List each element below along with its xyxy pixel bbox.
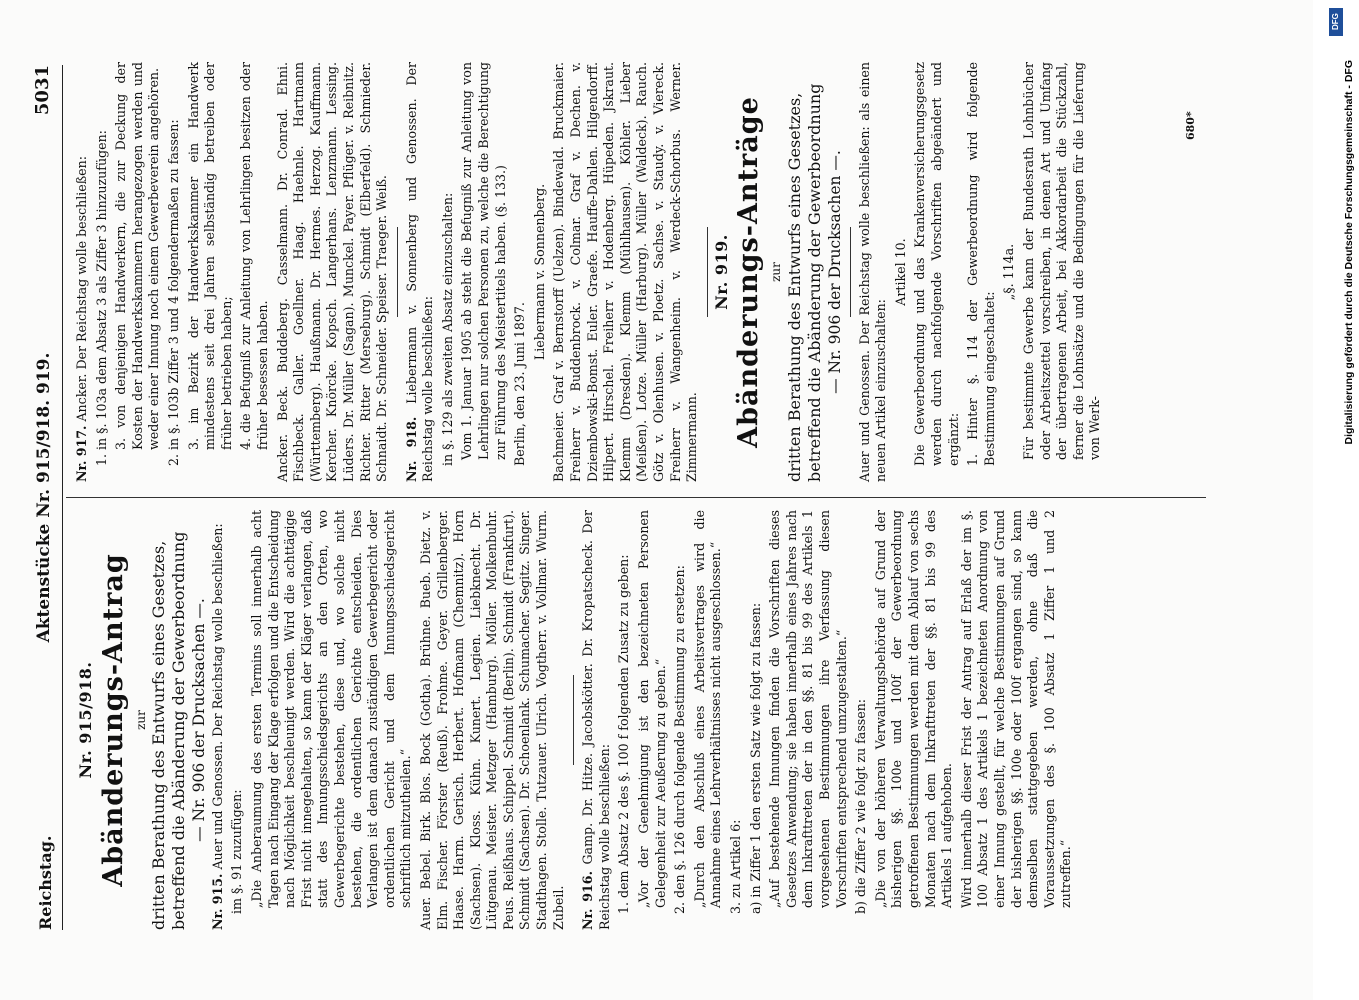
- motion-919-paragraph: „§. 114a.: [1001, 243, 1017, 301]
- motion-915: [210, 510, 227, 930]
- motion-917-intro: Ancker. Der Reichstag wolle beschließen:: [74, 156, 89, 422]
- motion-917-item2-sub4: 4. die Befugniß zur Anleitung von Lehrlingen besitzen oder früher besessen haben.: [238, 62, 270, 450]
- digitization-credit: Digitalisierung gefördert durch die Deutsche Forschungsgemeinschaft - DFG: [1343, 60, 1355, 445]
- left-column: [74, 510, 1078, 930]
- motion-916-item3a: a) in Ziffer 1 den ersten Satz wie folgt zu fassen:: [747, 602, 763, 914]
- motion-916-item3b-quote: „Die von der höheren Verwaltungsbehörde auf Grund der bisherigen §§. 100e und 100f der Gewerbeordnung getroffenen Bestimmungen werden mit dem Ablauf von sechs Monaten nach dem Inkrafttreten der §§. 81 bis 99 des Artikels 1 aufgehoben.: [872, 510, 955, 908]
- motion-916-item2-quote: „Durch den Abschluß eines Arbeitsvertrages wird die Annahme eines Lehrverhältnisses nicht ausgeschlossen.“: [691, 510, 724, 908]
- digitization-credit-strip: [1313, 0, 1353, 1000]
- motion-919-artikel: Artikel 10.: [892, 238, 908, 306]
- motion-916-item1-quote: „Vor der Genehmigung ist den bezeichneten Personen Gelegenheit zur Aeußerung zu geben.“: [636, 510, 668, 908]
- heading-subtitle: dritten Berathung des Entwurfs eines Gesetzes, betreffend die Abänderung der Gewerbeordnung: [149, 531, 189, 930]
- motion-916-item3: 3. zu Artikel 6:: [728, 819, 743, 914]
- motion-916-item2: 2. den §. 126 durch folgende Bestimmung zu ersetzen:: [672, 565, 688, 914]
- motion-918-signature: Liebermann v. Sonnenberg.: [531, 183, 547, 361]
- header-rule: [62, 65, 63, 930]
- motion-918: [404, 62, 437, 482]
- heading-zur: zur: [133, 710, 148, 730]
- motion-915-intro: Auer und Genossen. Der Reichstag wolle beschließen:: [209, 523, 225, 870]
- page-header: [28, 65, 60, 930]
- motion-916-item3a-quote: „Auf bestehende Innungen finden die Vorschriften dieses Gesetzes Anwendung; sie haben innerhalb eines Jahres nach dem Inkrafttreten der in den §§. 81 bis 99 des Artikels 1 vorgesehenen Bestimmungen ihre Verfassung diesen Vorschriften entsprechend umzugestalten.“: [767, 510, 849, 908]
- motion-917: [74, 62, 91, 482]
- motion-916-item1: 1. dem Absatz 2 des §. 100 f folgenden Zusatz zu geben:: [616, 554, 632, 914]
- heading-drucksachen: — Nr. 906 der Drucksachen —.: [190, 598, 209, 842]
- column-divider: [66, 497, 1206, 498]
- motion-918-intro: Liebermann v. Sonnenberg und Genossen. Der Reichstag wolle beschließen:: [403, 62, 436, 482]
- right-column: [74, 62, 1107, 482]
- motion-919-artikel-text: Die Gewerbeordnung und das Krankenversicherungsgesetz werden durch nachfolgende Vorschriften abgeändert und ergänzt:: [912, 62, 961, 466]
- motion-919-number: Nr. 919.: [711, 234, 731, 310]
- motion-919-heading: [711, 62, 844, 482]
- page-number: 5031: [32, 65, 53, 116]
- header-left: Reichstag.: [36, 835, 55, 930]
- motion-918-number: Nr. 918.: [403, 416, 419, 482]
- motion-917-number: Nr. 917.: [74, 425, 89, 482]
- motion-917-item2-sub3: 3. im Bezirk der Handwerkskammer ein Handwerk mindestens seit drei Jahren selbständig betreiben oder früher betrieben haben;: [185, 62, 234, 450]
- sheet-signature: 680*: [1184, 111, 1197, 140]
- motion-918-signers: Bachmeier. Graf v. Bernstorff (Uelzen). Bindewald. Bruckmaier. Freiherr v. Buddenbrock. v. Colmar. Graf v. Dechen. v. Dziembowski-Bomst. Euler. Graefe. Hauffe-Dahlen. Hilgendorff. Hilpert. Hirschel. Freiherr v. Hodenberg. Hüpeden. Jskraut. Klemm (Dresden). Klemm (Mühlhausen). Köhler. Lieber (Meißen). Lotze. Müller (Harburg). Müller (Waldeck). Rauch. Götz v. Olenhusen. v. Ploetz. Sachse. v. Staudy. v. Viereck. Freiherr v. Wangenheim. v. Werdeck-Schorbus. Werner. Zimmermann.: [551, 62, 700, 482]
- motion-915-number: Nr. 915.: [209, 873, 225, 930]
- separator-rule: [850, 227, 851, 317]
- motion-916: [580, 510, 613, 930]
- heading-title: Abänderungs-Antrag: [97, 553, 129, 887]
- motion-916-item3b-quote2: Wird innerhalb dieser Frist der Antrag auf Erlaß der im §. 100 Absatz 1 des Artikels 1 bezeichneten Anordnung von einer Innung gestellt, für welche Bestimmungen auf Grund der bisherigen §§. 100e oder 100f ergangen sind, so kann demselben stattgegeben werden, ohne daß die Voraussetzungen des §. 100 Absatz 1 Ziffer 1 und 2 zutreffen.“: [958, 510, 1074, 908]
- motion-919-zur: zur: [769, 262, 784, 282]
- separator-rule: [707, 227, 708, 317]
- heading-block: [78, 510, 208, 930]
- motion-919-drucksachen: — Nr. 906 der Drucksachen —.: [825, 150, 844, 394]
- motion-917-item1: 1. in §. 103a dem Absatz 3 als Ziffer 3 hinzuzufügen:: [93, 130, 109, 466]
- motion-919-item1: 1. Hinter §. 114 der Gewerbeordnung wird folgende Bestimmung eingeschaltet:: [965, 62, 997, 466]
- motion-918-date: Berlin, den 23. Juni 1897.: [512, 302, 528, 466]
- header-center: Aktenstücke Nr. 915/918. 919.: [34, 352, 54, 643]
- motion-919-intro: Auer und Genossen. Der Reichstag wolle beschließen: als einen neuen Artikel einzuschalten:: [856, 62, 889, 482]
- heading-number: Nr. 915/918.: [76, 661, 95, 779]
- motion-915-item: im §. 91 zuzufügen:: [229, 789, 245, 914]
- motion-919-title: Abänderungs-Anträge: [733, 96, 765, 448]
- motion-916-number: Nr. 916.: [580, 871, 596, 930]
- motion-918-item: in §. 129 als zweiten Absatz einzuschalten:: [439, 192, 455, 466]
- motion-916-intro: Gamp. Dr. Hitze. Jacobskötter. Dr. Kropatscheck. Der Reichstag wolle beschließen:: [580, 510, 612, 930]
- motion-915-signers: Auer. Bebel. Birk. Blos. Bock (Gotha). Brühne. Bueb. Dietz. v. Elm. Fischer. Förster (Reuß). Frohme. Geyer. Grillenberger. Haase. Harm. Gerisch. Herbert. Hofmann (Chemnitz). Horn (Sachsen). Kloss. Kühn. Kunert. Legien. Liebknecht. Dr. Lütgenau. Meister. Metzger (Hamburg). Möller. Molkenbuhr. Peus. Reißhaus. Schippel. Schmidt (Berlin). Schmidt (Frankfurt). Schmidt (Sachsen). Dr. Schoenlank. Schumacher. Segitz. Singer. Stadthagen. Stolle. Tutzauer. Ulrich. Vogtherr. v. Vollmar. Wurm. Zubeil.: [417, 510, 566, 930]
- motion-919-paragraph-text: Für bestimmte Gewerbe kann der Bundesrath Lohnbücher oder Arbeitszettel vorschreiben, in denen Art und Umfang der übertragenen Arbeit, bei Akkordarbeit die Stückzahl, ferner die Lohnsätze und die Bedingungen für die Lieferung von Werk-: [1020, 62, 1103, 460]
- dfg-logo: DFG: [1329, 8, 1343, 36]
- separator-rule: [573, 675, 574, 765]
- motion-917-item1-sub: 3. von denjenigen Handwerkern, die zur Deckung der Kosten der Handwerkskammern herangezogen werden und weder einer Innung noch einem Gewerbeverein angehören.: [113, 62, 162, 450]
- motion-917-item2: 2. in §. 103b Ziffer 3 und 4 folgendermaßen zu fassen:: [165, 119, 181, 466]
- motion-916-item3b: b) die Ziffer 2 wie folgt zu fassen:: [853, 698, 869, 914]
- motion-917-signers: Ancker. Beck. Buddeberg. Casselmann. Dr. Conrad. Ehni. Fischbeck. Galler. Goellner. Haag. Haehnle. Hartmann (Württemberg). Haußmann. Dr. Hermes. Herzog. Kauffmann. Kercher. Knörcke. Kopsch. Langerhans. Lenzmann. Lessing. Lüders. Dr. Müller (Sagan). Munckel. Payer. Pflüger. v. Reibnitz. Richter. Ritter (Merseburg). Schmidt (Elberfeld). Schmieder. Schnaidt. Dr. Schneider. Speiser. Traeger. Weiß.: [274, 62, 390, 482]
- separator-rule: [397, 227, 398, 317]
- motion-919-subtitle: dritten Berathung des Entwurfs eines Gesetzes, betreffend die Abänderung der Gewerbeordnung: [784, 83, 824, 482]
- motion-915-quote: „Die Anberaumung des ersten Termins soll innerhalb acht Tagen nach Eingang der Klage erfolgen und die Entscheidung nach Möglichkeit beschleunigt werden. Wird die achttägige Frist nicht innegehalten, so kann der Kläger verlangen, daß statt des Innungsschiedsgerichts an den Orten, wo Gewerbegerichte bestehen, diese und, wo solche nicht bestehen, die ordentlichen Gerichte entscheiden. Dies Verlangen ist dem danach zuständigen Gewerbegericht oder ordentlichen Gericht und dem Innungsschiedsgericht schriftlich mitzutheilen.“: [248, 510, 414, 908]
- motion-918-quote: Vom 1. Januar 1905 ab steht die Befugniß zur Anleitung von Lehrlingen nur solchen Personen zu, welche die Berechtigung zur Führung des Meistertitels haben. (§. 133.): [459, 62, 508, 460]
